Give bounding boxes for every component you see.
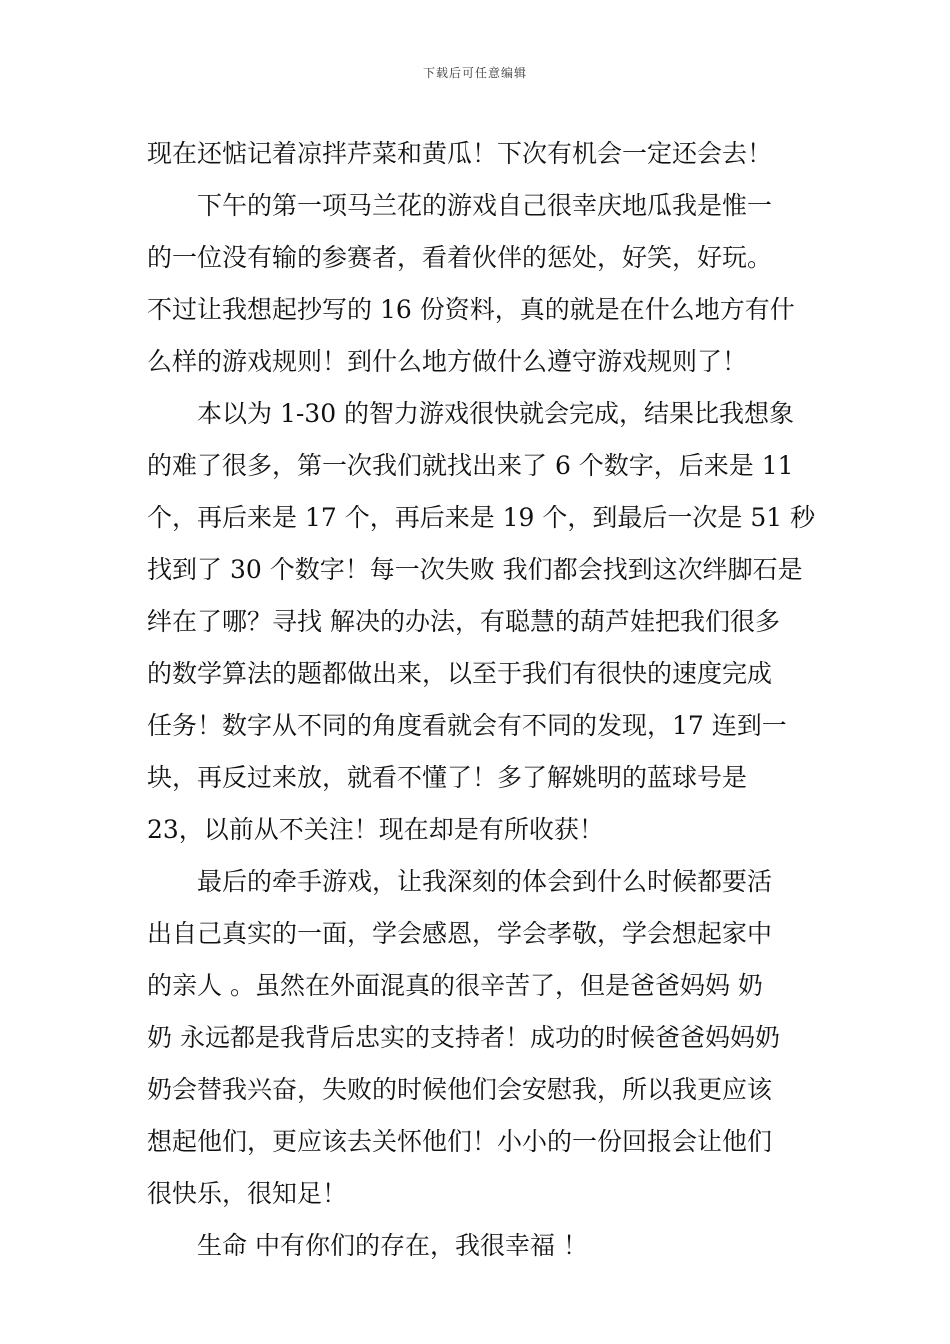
page-header: 下载后可任意编辑: [422, 66, 527, 80]
text-line: 任务！数字从不同的角度看就会有不同的发现，17 连到一: [147, 711, 787, 740]
text-line: 的数学算法的题都做出来，以至于我们有很快的速度完成: [147, 659, 773, 688]
text-line: 奶会替我兴奋，失败的时候他们会安慰我，所以我更应该: [147, 1075, 773, 1104]
text-line: 奶 永远都是我背后忠实的支持者！成功的时候爸爸妈妈奶: [147, 1023, 780, 1052]
paragraph: [147, 128, 847, 180]
text-line: 的难了很多，第一次我们就找出来了 6 个数字，后来是 11: [147, 451, 794, 480]
text-line: 个，再后来是 17 个，再后来是 19 个，到最后一次是 51 秒: [147, 503, 816, 532]
paragraph: [147, 1220, 847, 1272]
text-line: 现在还惦记着凉拌芹菜和黄瓜！下次有机会一定还会去！: [147, 139, 773, 168]
document-body: [147, 128, 847, 1272]
text-line: 块，再反过来放，就看不懂了！多了解姚明的蓝球号是: [147, 763, 748, 792]
text-line: 的亲人 。虽然在外面混真的很辛苦了，但是爸爸妈妈 奶: [147, 971, 763, 1000]
text-line: 很快乐，很知足！: [147, 1179, 348, 1208]
text-line: 23，以前从不关注！现在却是有所收获！: [147, 815, 604, 844]
text-line: 的一位没有输的参赛者，看着伙伴的惩处，好笑，好玩。: [147, 243, 773, 272]
text-line: 想起他们，更应该去关怀他们！小小的一份回报会让他们: [147, 1127, 773, 1156]
paragraph: [147, 388, 847, 856]
text-line: 么样的游戏规则！到什么地方做什么遵守游戏规则了！: [147, 347, 748, 376]
paragraph: [147, 856, 847, 1220]
text-line: 不过让我想起抄写的 16 份资料，真的就是在什么地方有什: [147, 295, 795, 324]
text-line: 找到了 30 个数字！每一次失败 我们都会找到这次绊脚石是: [147, 555, 803, 584]
text-line: 最后的牵手游戏，让我深刻的体会到什么时候都要活: [197, 867, 773, 896]
text-line: 本以为 1-30 的智力游戏很快就会完成，结果比我想象: [197, 399, 795, 428]
text-line: 出自己真实的一面，学会感恩，学会孝敬，学会想起家中: [147, 919, 773, 948]
paragraph: [147, 180, 847, 388]
text-line: 绊在了哪？寻找 解决的办法，有聪慧的葫芦娃把我们很多: [147, 607, 780, 636]
text-line: 下午的第一项马兰花的游戏自己很幸庆地瓜我是惟一: [197, 191, 773, 220]
text-line: 生命 中有你们的存在，我很幸福 ！: [197, 1231, 588, 1260]
